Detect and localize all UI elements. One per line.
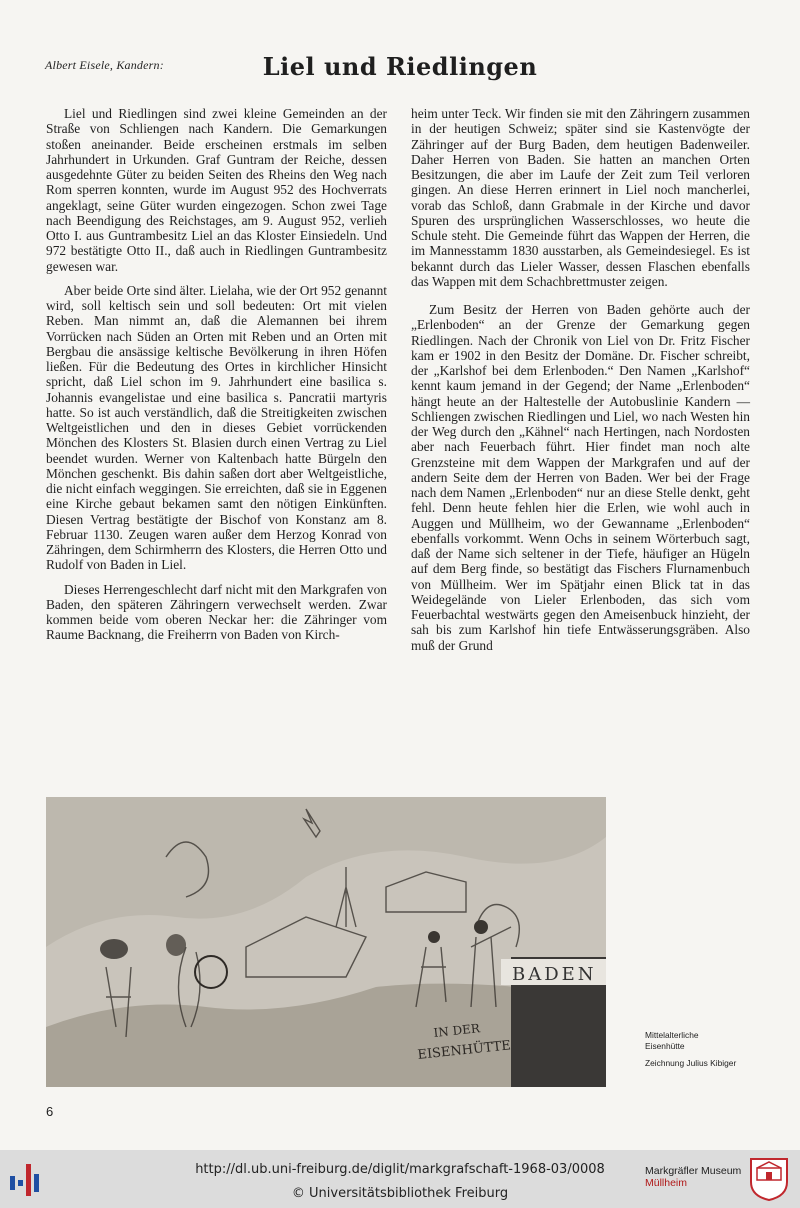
museum-name: Markgräfler Museum <box>645 1165 742 1177</box>
page-number: 6 <box>46 1104 54 1119</box>
paragraph: Aber beide Orte sind älter. Lielaha, wie der Ort 952 genannt wird, soll keltisch sein und soll bedeuten: Ort mit vielen Reben. Man nimmt an, daß die Alemannen bei ihrem Vorrücken nach Süden an Orten mit Reben und an Orten mit Bergbau die ansässige keltische Bevölkerung in ihren Höfen ließen. Für die Bedeutung des Ortes in kirchlicher Hinsicht spricht, daß Liel schon im 9. Jahrhundert eine basilica s. Johannis evangelistae und eine basilica s. Pancratii martyris hatte. So ist auch verständlich, daß die Streitigkeiten zwischen Weltgeistlichen und den in dieses Gebiet vorrückenden Mönchen des Klosters St. Blasien durch einen Vertrag zu Liel beendet wurden. Werner von Kaltenbach hatte Bürgeln den Mönchen geschenkt. Bis dahin saßen dort aber Weltgeistliche, die nicht einfach weggingen. Sie erreichten, daß sie in Eggenen eine Kirche gebaut bekamen samt den nötigen Einkünften. Diesen Vertrag bestätigte der Bischof von Konstanz am 8. Februar 1130. Zeugen waren außer dem Herzog Konrad von Zähringen, dem Schirmherrn des Klosters, die Herren Otto und Rudolf von Baden in Liel. <box>46 282 387 573</box>
paragraph: Zum Besitz der Herren von Baden gehörte auch der „Erlenboden“ an der Grenze der Gemarkung gegen Riedlingen. Nach der Chronik von Liel von Dr. Fritz Fischer kam er 1902 in den Besitz der Domäne. Dr. Fischer schreibt, der „Karlshof bei dem Erlenboden.“ Den Namen „Karlshof“ kennt kaum jemand in der Gegend; der Name „Erlenboden“ hängt heute an der Haltestelle der Autobuslinie Kandern — Schliengen zwischen Riedlingen und Liel, wo nach Westen hin der Weg durch den „Kähnel“ nach Hertingen, nach Nordosten aber nach Feuerbach führt. Hier findet man noch alte Grenzsteine mit dem Wappen der Markgrafen und auf der andern Seite dem der Herren von Baden. Wer bei der Frage nach dem Namen „Erlenboden“ nur an diese Stelle denkt, geht fehl. Denn heute fehlen hier die Erlen, wie wohl auch in Auggen und Müllheim, wo der Gewanname „Erlenboden“ ebenfalls vorkommt. Wenn Ochs in seinem Wörterbuch sagt, daß der Name sich seltener in der Tiefe, häufiger an Hügeln auf dem Berg finde, so bestätigt das Fischers Flurnamenbuch von Müllheim. Wer im Spätjahr einen Blick tat in das Weidegelände von Lieler Erlenboden, das sich vom Feuerbachtal westwärts gegen den Ameisenbuck hinzieht, der sah bis zum Karlshof hin tiefe Entwässerungsgräben. Also muß der Grund <box>411 302 750 653</box>
paragraph: heim unter Teck. Wir finden sie mit den Zähringern zusammen in der heutigen Schweiz; später sind sie Kastenvögte der Zähringer auf der Burg Baden, dem heutigen Badenweiler. Daher Herren von Baden. Sie hatten an manchen Orten Besitzungen, die aber im Laufe der Zeit zum Teil verloren gingen. An diese Herren erinnert in Liel noch mancherlei, vorab das Schloß, dann Grabmale in der Kirche und davor Spuren des ursprünglichen Wasserschlosses, wo heute die Schule steht. Die Gemeinde führt das Wappen der Herren, die im Mannesstamm 1830 ausstarben, als Gemeindesiegel. Es ist bekannt durch das Lieler Wasser, dessen Flaschen ebenfalls das Wappen mit dem Schachbrettmuster zeigen. <box>411 106 750 289</box>
paragraph: Dieses Herrengeschlecht darf nicht mit den Markgrafen von Baden, den späteren Zähringern verwechselt werden. Zwar kommen beide vom oberen Neckar her: die Zähringer vom Raume Backnang, die Freiherrn von Baden von Kirch- <box>46 581 387 643</box>
illustration-ironworks <box>46 797 606 1087</box>
article-column-left <box>46 106 387 652</box>
footer-bar <box>0 1150 800 1208</box>
caption-credit: Zeichnung Julius Kibiger <box>645 1058 737 1068</box>
museum-town: Müllheim <box>645 1177 688 1189</box>
source-url-link[interactable]: http://dl.ub.uni-freiburg.de/diglit/markgrafschaft-1968-03/0008 <box>195 1162 605 1177</box>
illustration-inscription-line2: EISENHÜTTE <box>416 1038 512 1063</box>
caption-line: Mittelalterliche <box>645 1030 699 1040</box>
museum-label <box>645 1165 741 1189</box>
illustration-sign-text: BADEN <box>512 964 597 985</box>
copyright-text: © Universitätsbibliothek Freiburg <box>291 1186 509 1201</box>
article-title: Liel und Riedlingen <box>262 52 538 81</box>
illustration-inscription-line1: IN DER <box>432 1021 481 1040</box>
author-line: Albert Eisele, Kandern: <box>45 58 164 72</box>
article-column-right <box>411 106 750 662</box>
figure-caption <box>645 1030 795 1069</box>
caption-line: Eisenhütte <box>645 1041 685 1051</box>
museum-crest-icon <box>748 1156 790 1202</box>
paragraph: Liel und Riedlingen sind zwei kleine Gemeinden an der Straße von Schliengen nach Kandern. Die Gemarkungen stoßen aneinander. Beide erscheinen erstmals im selben Jahrhundert in Urkunden. Graf Guntram der Reiche, dessen ausgedehnte Güter zu beiden Seiten des Rheins den Weg nach Rom sperren konnten, wurde im August 952 des Hochverrats angeklagt, seine Güter wurden eingezogen. Schon zwei Tage nach Beendigung des Reichstages, am 9. August 952, verlieh Otto I. aus Guntrambesitz Liel an das Kloster Einsiedeln. Und 972 bestätigte Otto II., daß auch in Riedlingen Guntrambesitz gewesen war. <box>46 106 387 274</box>
